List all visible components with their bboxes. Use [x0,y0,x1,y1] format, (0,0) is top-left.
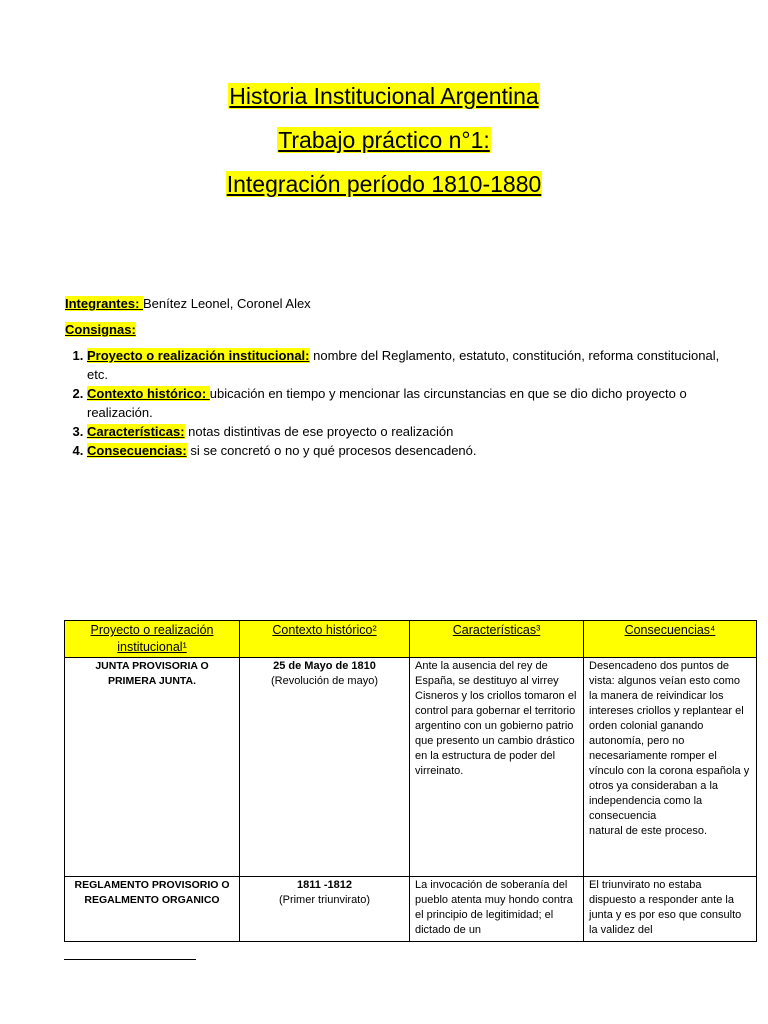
consigna-item: 3. Características: notas distintivas de ese proyecto o realización [87,422,725,441]
title-period: Integración período 1810-1880 [226,171,542,197]
header-proyecto: Proyecto o realización institucional¹ [65,621,240,658]
cell-contexto-detalle: (Revolución de mayo) [271,675,378,687]
integrantes-value: Benítez Leonel, Coronel Alex [143,296,311,311]
title-course: Historia Institucional Argentina [229,83,539,109]
consignas-heading [65,320,725,340]
table-row [65,877,757,942]
cell-caracteristicas: Ante la ausencia del rey de España, se destituyo al virrey Cisneros y los criollos tomaron el control para gobernar el territorio argentino con un gobierno patrio que presento un cambio drástico en la estructura de poder del virreinato. [410,658,584,877]
cell-consecuencias: Desencadeno dos puntos de vista: algunos veían esto como la manera de reivindicar los intereses criollos y replantear el orden colonial ganando autonomía, pero no necesariamente romper el vínculo con la corona española y otros ya consideraban a la independencia como la consecuencia natural de este proceso. [584,658,757,877]
assignment-meta [65,294,725,460]
document-title-block [0,78,768,210]
consignas-label: Consignas: [65,322,136,337]
table-header-row [65,621,757,658]
cell-proyecto: REGLAMENTO PROVISORIO O REGALMENTO ORGANICO [65,877,240,942]
title-assignment: Trabajo práctico n°1: [278,127,490,153]
institutional-table [64,620,757,942]
consigna-item: 4. Consecuencias: si se concretó o no y qué procesos desencadenó. [87,441,725,460]
consignas-list [65,346,725,460]
header-contexto: Contexto histórico² [240,621,410,658]
footnote-separator [64,959,196,960]
cell-caracteristicas: La invocación de soberanía del pueblo atenta muy hondo contra el principio de legitimidad; el dictado de un [410,877,584,942]
cell-fecha: 25 de Mayo de 1810 [273,660,376,672]
cell-proyecto: JUNTA PROVISORIA O PRIMERA JUNTA. [65,658,240,877]
consigna-item: 1. Proyecto o realización institucional: nombre del Reglamento, estatuto, constitución, reforma constitucional, etc. [87,346,725,384]
header-consecuencias: Consecuencias⁴ [584,621,757,658]
cell-consecuencias: El triunvirato no estaba dispuesto a responder ante la junta y es por eso que consulto la validez del [584,877,757,942]
table-row [65,658,757,877]
header-caracteristicas: Características³ [410,621,584,658]
cell-fecha: 1811 -1812 [296,879,353,891]
integrantes-label: Integrantes: [65,296,144,311]
integrantes-line [65,294,725,314]
cell-contexto-detalle: (Primer triunvirato) [278,894,371,906]
cell-contexto [240,658,410,877]
consigna-item: 2. Contexto histórico: ubicación en tiempo y mencionar las circunstancias en que se dio dicho proyecto o realización. [87,384,725,422]
cell-contexto [240,877,410,942]
